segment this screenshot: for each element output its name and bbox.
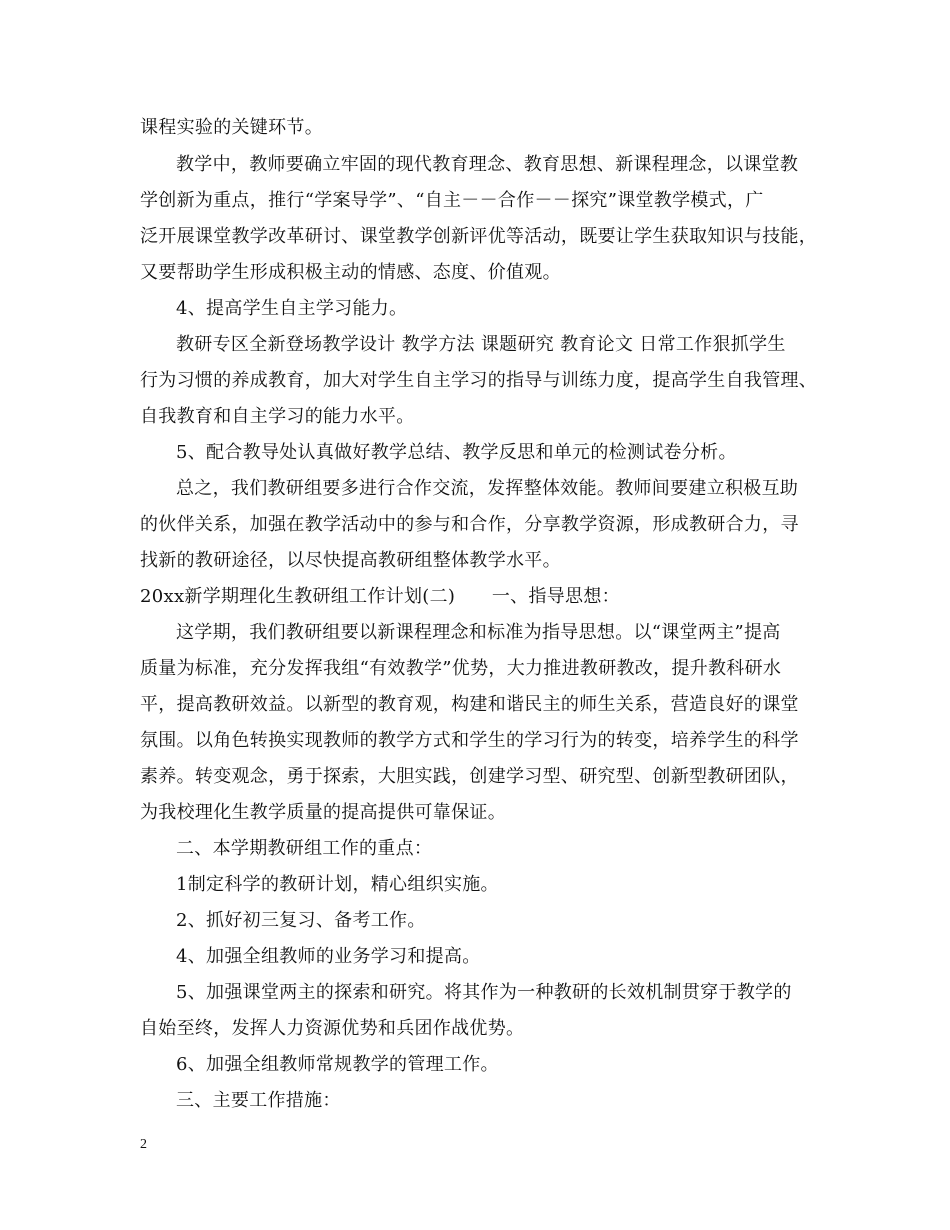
text-line: 自我教育和自主学习的能力水平。 bbox=[140, 406, 415, 427]
text-line: 教学中，教师要确立牢固的现代教育理念、教育思想、新课程理念，以课堂教 bbox=[176, 154, 799, 175]
page-number: 2 bbox=[140, 1137, 147, 1152]
text-line: 学创新为重点，推行“学案导学”、“自主－－合作－－探究”课堂教学模式，广 bbox=[140, 190, 764, 211]
text-line: 教研专区全新登场教学设计 教学方法 课题研究 教育论文 日常工作狠抓学生 bbox=[176, 334, 786, 355]
text-line: 总之，我们教研组要多进行合作交流，发挥整体效能。教师间要建立积极互助 bbox=[176, 478, 799, 499]
text-line: 4、提高学生自主学习能力。 bbox=[176, 298, 408, 319]
text-line: 行为习惯的养成教育，加大对学生自主学习的指导与训练力度，提高学生自我管理、 bbox=[140, 370, 818, 391]
section-heading: 20xx新学期理化生教研组工作计划(二) 一、指导思想： bbox=[140, 586, 620, 607]
text-line: 找新的教研途径，以尽快提高教研组整体教学水平。 bbox=[140, 550, 561, 571]
text-line: 的伙伴关系，加强在教学活动中的参与和合作，分享教学资源，形成教研合力，寻 bbox=[140, 514, 799, 535]
text-line: 泛开展课堂教学改革研讨、课堂教学创新评优等活动，既要让学生获取知识与技能， bbox=[140, 226, 818, 247]
text-line: 素养。转变观念，勇于探索，大胆实践，创建学习型、研究型、创新型教研团队， bbox=[140, 766, 799, 787]
text-line: 自始至终，发挥人力资源优势和兵团作战优势。 bbox=[140, 1018, 525, 1039]
text-line: 氛围。以角色转换实现教师的教学方式和学生的学习行为的转变，培养学生的科学 bbox=[140, 730, 799, 751]
text-line: 质量为标准，充分发挥我组“有效教学”优势，大力推进教研教改，提升教科研水 bbox=[140, 658, 782, 679]
text-line: 课程实验的关键环节。 bbox=[140, 117, 323, 138]
text-line: 为我校理化生教学质量的提高提供可靠保证。 bbox=[140, 802, 506, 823]
text-line: 1制定科学的教研计划，精心组织实施。 bbox=[176, 874, 499, 895]
text-line: 平，提高教研效益。以新型的教育观，构建和谐民主的师生关系，营造良好的课堂 bbox=[140, 694, 799, 715]
text-line: 5、加强课堂两主的探索和研究。将其作为一种教研的长效机制贯穿于教学的 bbox=[176, 982, 792, 1003]
text-line: 4、加强全组教师的业务学习和提高。 bbox=[176, 946, 481, 967]
text-line: 2、抓好初三复习、备考工作。 bbox=[176, 910, 426, 931]
section-heading: 三、主要工作措施： bbox=[176, 1090, 341, 1111]
text-line: 6、加强全组教师常规教学的管理工作。 bbox=[176, 1054, 499, 1075]
section-heading: 二、本学期教研组工作的重点： bbox=[176, 838, 433, 859]
text-line: 这学期，我们教研组要以新课程理念和标准为指导思想。以“课堂两主”提高 bbox=[176, 622, 781, 643]
text-line: 又要帮助学生形成积极主动的情感、态度、价值观。 bbox=[140, 262, 561, 283]
text-line: 5、配合教导处认真做好教学总结、教学反思和单元的检测试卷分析。 bbox=[176, 442, 737, 463]
